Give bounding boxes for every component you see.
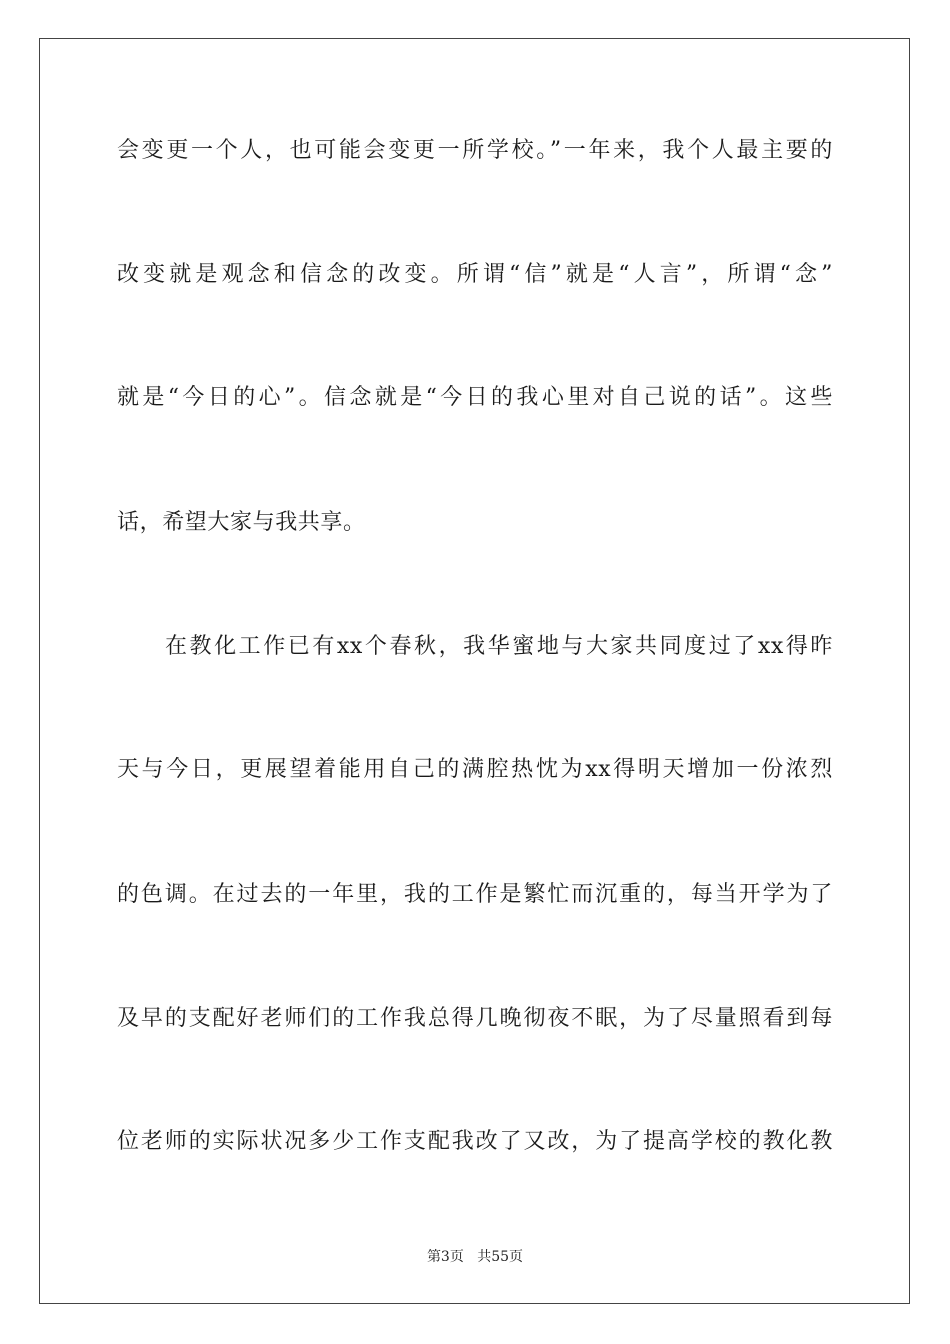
text-line-2: 改变就是观念和信念的改变。所谓“信”就是“人言”，所谓“念”: [117, 262, 833, 287]
text-line-6: 天与今日，更展望着能用自己的满腔热忱为xx得明天增加一份浓烈: [117, 757, 833, 782]
page-border: [39, 38, 910, 1304]
text-line-1: 会变更一个人，也可能会变更一所学校。”一年来，我个人最主要的: [117, 138, 833, 163]
text-line-8: 及早的支配好老师们的工作我总得几晚彻夜不眠，为了尽量照看到每: [117, 1006, 833, 1031]
page-total: 共55页: [477, 1249, 524, 1265]
text-line-7: 的色调。在过去的一年里，我的工作是繁忙而沉重的，每当开学为了: [117, 882, 833, 907]
text-line-4: 话，希望大家与我共享。: [117, 510, 366, 535]
page-number: 第3页: [426, 1249, 464, 1265]
page-footer: [0, 1247, 950, 1267]
text-line-9: 位老师的实际状况多少工作支配我改了又改，为了提高学校的教化教: [117, 1129, 833, 1154]
text-line-5: 在教化工作已有xx个春秋，我华蜜地与大家共同度过了xx得昨: [165, 634, 833, 659]
text-line-3: 就是“今日的心”。信念就是“今日的我心里对自己说的话”。这些: [117, 385, 833, 410]
